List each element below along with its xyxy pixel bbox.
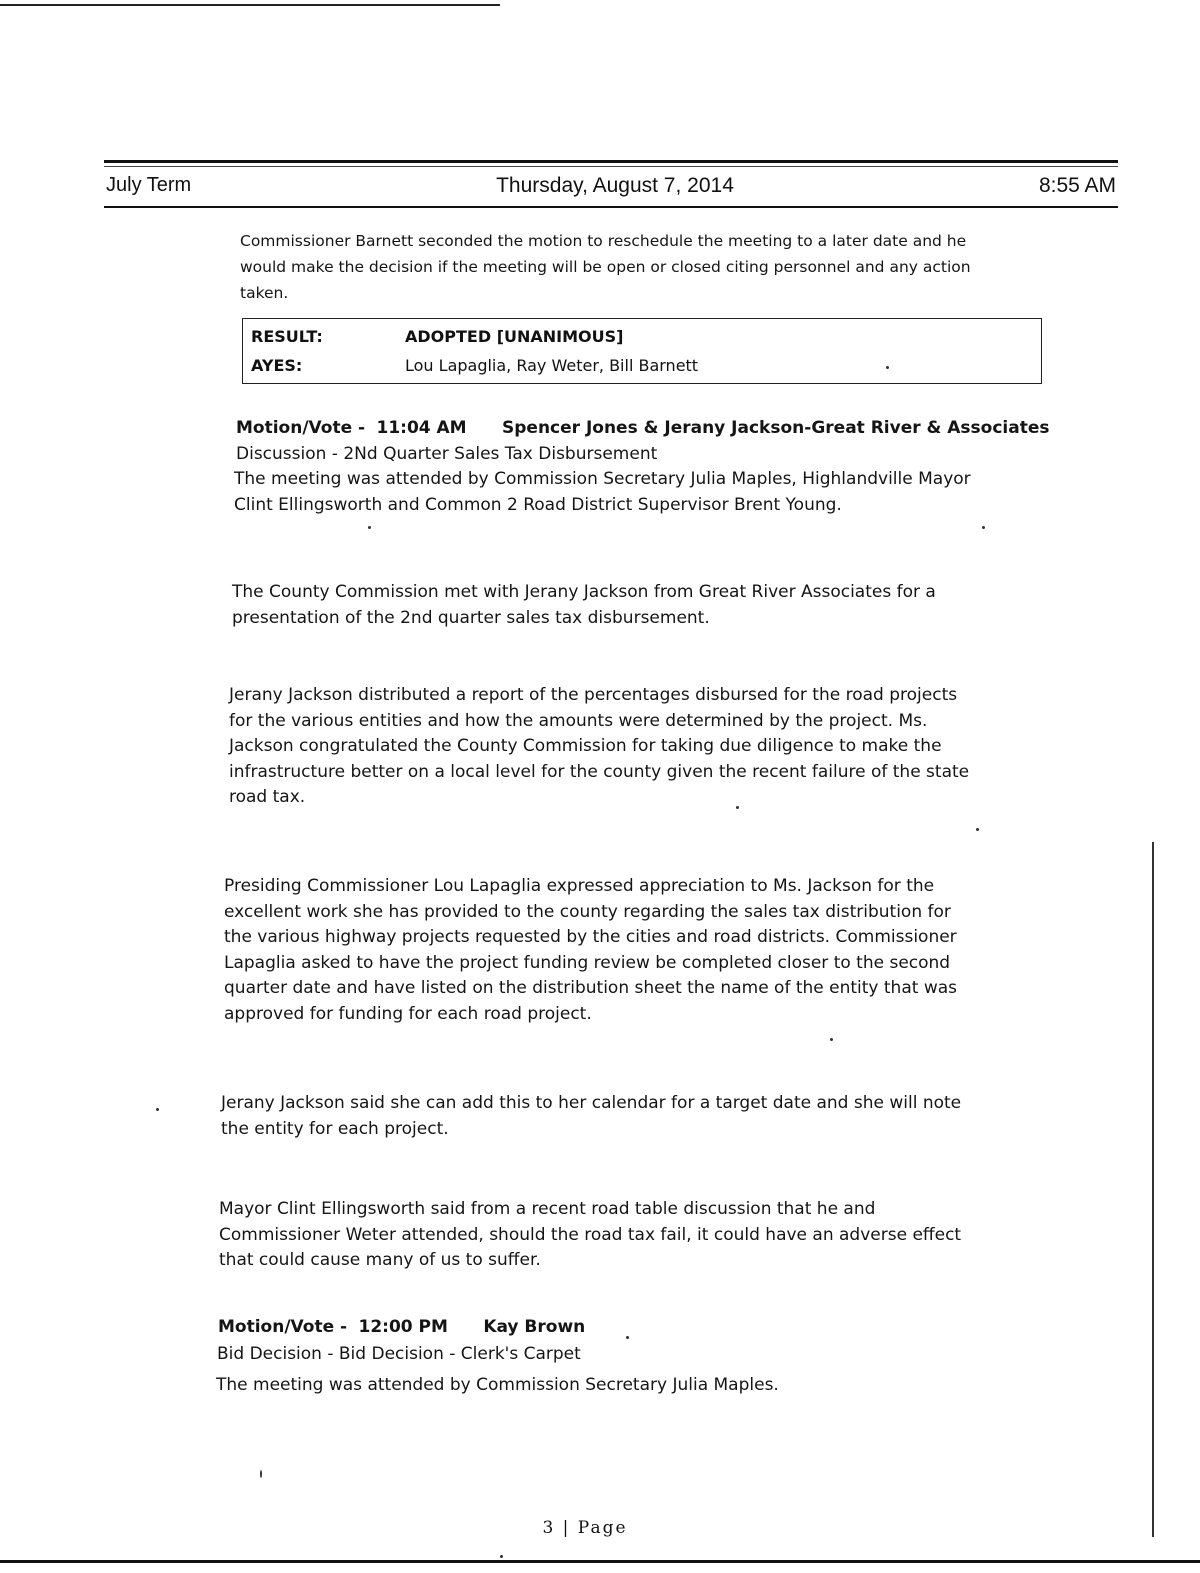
ayes-value: Lou Lapaglia, Ray Weter, Bill Barnett [405, 356, 699, 375]
paragraph-calendar [221, 1091, 961, 1142]
scan-bottom-rule [0, 1560, 1200, 1563]
paragraph-line: The County Commission met with Jerany Jackson from Great River Associates for a [232, 582, 936, 602]
intro-line: taken. [240, 284, 289, 302]
scan-speck [830, 1038, 833, 1041]
scan-speck [976, 828, 979, 831]
paragraph-appreciation [224, 874, 957, 1027]
vote-result-box [242, 318, 1042, 384]
motion2-label: Motion/Vote - [218, 1317, 348, 1337]
motion2-discussion: Bid Decision - Bid Decision - Clerk's Carpet [217, 1344, 581, 1364]
scan-speck [886, 366, 889, 369]
paragraph-line: Jackson congratulated the County Commission for taking due diligence to make the [229, 736, 942, 756]
scan-speck [500, 1555, 503, 1558]
motion1-time: 11:04 AM [376, 418, 467, 438]
paragraph-line: the various highway projects requested by the cities and road districts. Commissioner [224, 927, 957, 947]
paragraph-line: Presiding Commissioner Lou Lapaglia expressed appreciation to Ms. Jackson for the [224, 876, 935, 896]
motion1-label: Motion/Vote - [236, 418, 366, 438]
paragraph-line: infrastructure better on a local level for the county given the recent failure of the state [229, 761, 970, 782]
top-scan-rule [0, 4, 500, 6]
header-time: 8:55 AM [1038, 174, 1116, 197]
intro-paragraph [240, 228, 971, 306]
paragraph-line: Lapaglia asked to have the project funding review be completed closer to the second [224, 952, 951, 973]
motion1-title: Spencer Jones & Jerany Jackson-Great River & Associates [502, 418, 1050, 438]
header-bottom-rule [104, 206, 1118, 208]
paragraph-line: that could cause many of us to suffer. [219, 1250, 541, 1270]
paragraph-line: quarter date and have listed on the distribution sheet the name of the entity that was [224, 978, 958, 998]
motion2-title: Kay Brown [483, 1317, 586, 1337]
scan-speck [156, 1108, 159, 1111]
paragraph-line: Jerany Jackson said she can add this to her calendar for a target date and she will note [221, 1093, 962, 1113]
scan-speck [368, 526, 371, 529]
scan-speck [626, 1336, 629, 1339]
paragraph-line: excellent work she has provided to the county regarding the sales tax distribution for [224, 901, 951, 922]
paragraph-road-tax [219, 1197, 961, 1274]
attendance-line: Clint Ellingsworth and Common 2 Road District Supervisor Brent Young. [234, 494, 842, 515]
header-date: Thursday, August 7, 2014 [496, 174, 734, 197]
motion1-attendance [234, 467, 971, 518]
header-term: July Term [106, 174, 192, 196]
ayes-label: AYES: [251, 356, 303, 375]
result-value: ADOPTED [UNANIMOUS] [405, 327, 624, 346]
paragraph-line: road tax. [229, 787, 306, 807]
paragraph-line: approved for funding for each road project. [224, 1003, 592, 1024]
motion2-heading [218, 1317, 585, 1337]
motion1-heading [236, 418, 1050, 438]
scan-speck [736, 806, 739, 809]
header-top-rule-thin [104, 166, 1118, 167]
paragraph-line: for the various entities and how the amounts were determined by the project. Ms. [229, 710, 928, 731]
page-number: 3 | Page [542, 1518, 628, 1538]
result-label: RESULT: [251, 327, 323, 346]
paragraph-line: Commissioner Weter attended, should the road tax fail, it could have an adverse effect [219, 1224, 962, 1245]
paragraph-line: Mayor Clint Ellingsworth said from a recent road table discussion that he and [219, 1199, 876, 1219]
paragraph-line: presentation of the 2nd quarter sales tax disbursement. [232, 607, 710, 628]
intro-line: would make the decision if the meeting will be open or closed citing personnel and any action [240, 258, 971, 276]
motion2-time: 12:00 PM [358, 1317, 448, 1337]
scan-edge-line [1152, 842, 1154, 1537]
motion1-discussion: Discussion - 2Nd Quarter Sales Tax Disbursement [236, 444, 658, 464]
paragraph-line: the entity for each project. [221, 1118, 449, 1139]
scan-speck [260, 1470, 262, 1478]
intro-line: Commissioner Barnett seconded the motion to reschedule the meeting to a later date and he [240, 232, 967, 250]
motion2-attendance: The meeting was attended by Commission Secretary Julia Maples. [216, 1375, 779, 1395]
paragraph-line: Jerany Jackson distributed a report of the percentages disbursed for the road projects [229, 685, 958, 705]
header-top-rule [104, 160, 1118, 163]
paragraph-report [229, 683, 969, 811]
paragraph-presentation [232, 580, 936, 631]
scan-speck [982, 526, 985, 529]
attendance-line: The meeting was attended by Commission Secretary Julia Maples, Highlandville Mayor [234, 469, 971, 489]
